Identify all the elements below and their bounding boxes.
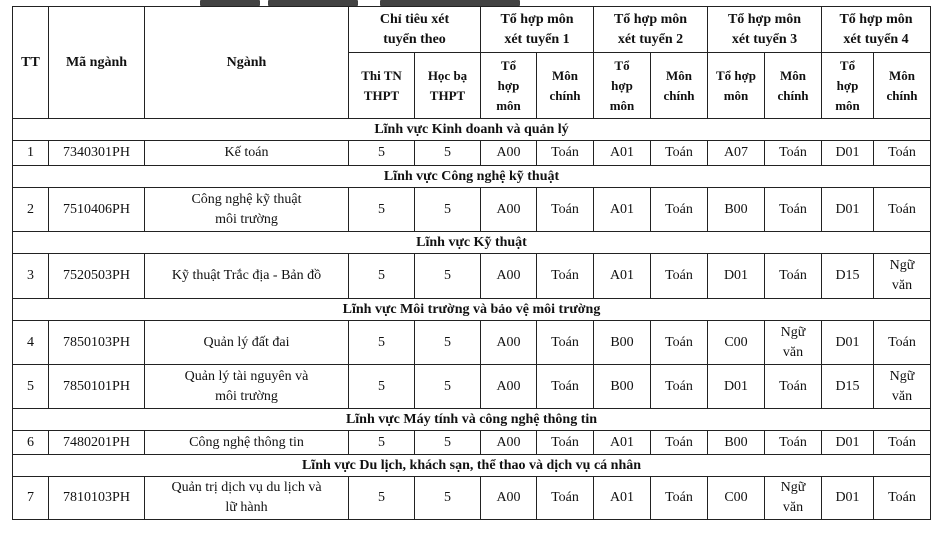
program-name: Quản trị dịch vụ du lịch và lữ hành: [145, 477, 349, 520]
header-th1-mon-chinh: Môn chính: [537, 53, 594, 119]
main-subject-3: Ngữ văn: [765, 477, 822, 520]
main-subject-1: Toán: [537, 431, 594, 455]
main-subject-2: Toán: [651, 477, 708, 520]
main-subject-1: Toán: [537, 254, 594, 299]
header-th1-to-hop: Tổ hợp môn: [481, 53, 537, 119]
combo-code-4: D01: [822, 141, 874, 166]
combo-code-3: B00: [708, 188, 765, 232]
program-name: Quản lý đất đai: [145, 321, 349, 365]
quota-thpt: 5: [349, 477, 415, 520]
header-chi-tieu: Chỉ tiêu xét tuyển theo: [349, 7, 481, 53]
combo-code-2: A01: [594, 188, 651, 232]
quota-thpt: 5: [349, 254, 415, 299]
main-subject-2: Toán: [651, 321, 708, 365]
row-number: 6: [13, 431, 49, 455]
table-row: [13, 477, 931, 520]
combo-code-1: A00: [481, 365, 537, 409]
combo-code-3: D01: [708, 365, 765, 409]
header-th2-mon-chinh: Môn chính: [651, 53, 708, 119]
main-subject-1: Toán: [537, 477, 594, 520]
main-subject-4: Toán: [874, 141, 931, 166]
table-row: [13, 321, 931, 365]
program-name: Kế toán: [145, 141, 349, 166]
header-hoc-ba-thpt: Học bạ THPT: [415, 53, 481, 119]
program-code: 7340301PH: [49, 141, 145, 166]
program-name: Công nghệ thông tin: [145, 431, 349, 455]
program-code: 7480201PH: [49, 431, 145, 455]
program-code: 7510406PH: [49, 188, 145, 232]
main-subject-2: Toán: [651, 141, 708, 166]
main-subject-4: Ngữ văn: [874, 365, 931, 409]
quota-hoc-ba: 5: [415, 431, 481, 455]
combo-code-1: A00: [481, 141, 537, 166]
sector-heading: Lĩnh vực Môi trường và bảo vệ môi trường: [13, 299, 931, 321]
combo-code-4: D01: [822, 188, 874, 232]
combo-code-1: A00: [481, 254, 537, 299]
main-subject-3: Toán: [765, 141, 822, 166]
combo-code-1: A00: [481, 431, 537, 455]
row-number: 7: [13, 477, 49, 520]
program-code: 7520503PH: [49, 254, 145, 299]
quota-thpt: 5: [349, 188, 415, 232]
main-subject-1: Toán: [537, 365, 594, 409]
main-subject-4: Ngữ văn: [874, 254, 931, 299]
main-subject-4: Toán: [874, 188, 931, 232]
main-subject-3: Toán: [765, 365, 822, 409]
main-subject-2: Toán: [651, 365, 708, 409]
row-number: 3: [13, 254, 49, 299]
table-row: [13, 188, 931, 232]
header-th3-to-hop: Tổ hợp môn: [708, 53, 765, 119]
quota-hoc-ba: 5: [415, 254, 481, 299]
program-code: 7850103PH: [49, 321, 145, 365]
combo-code-4: D01: [822, 431, 874, 455]
sector-heading: Lĩnh vực Du lịch, khách sạn, thể thao và dịch vụ cá nhân: [13, 455, 931, 477]
quota-thpt: 5: [349, 431, 415, 455]
program-name: Kỹ thuật Trắc địa - Bản đồ: [145, 254, 349, 299]
program-name: Công nghệ kỹ thuật môi trường: [145, 188, 349, 232]
main-subject-4: Toán: [874, 477, 931, 520]
header-tt: TT: [13, 7, 49, 119]
header-to-hop-3: Tổ hợp môn xét tuyển 3: [708, 7, 822, 53]
row-number: 1: [13, 141, 49, 166]
quota-thpt: 5: [349, 365, 415, 409]
main-subject-3: Toán: [765, 254, 822, 299]
combo-code-2: B00: [594, 321, 651, 365]
header-ma-nganh: Mã ngành: [49, 7, 145, 119]
row-number: 5: [13, 365, 49, 409]
header-th2-to-hop: Tổ hợp môn: [594, 53, 651, 119]
main-subject-3: Ngữ văn: [765, 321, 822, 365]
main-subject-1: Toán: [537, 141, 594, 166]
header-th4-mon-chinh: Môn chính: [874, 53, 931, 119]
combo-code-2: A01: [594, 141, 651, 166]
main-subject-3: Toán: [765, 188, 822, 232]
combo-code-1: A00: [481, 188, 537, 232]
sector-heading: Lĩnh vực Kinh doanh và quản lý: [13, 119, 931, 141]
combo-code-2: A01: [594, 477, 651, 520]
combo-code-3: D01: [708, 254, 765, 299]
program-code: 7850101PH: [49, 365, 145, 409]
combo-code-3: C00: [708, 477, 765, 520]
table-row: [13, 431, 931, 455]
header-to-hop-1: Tổ hợp môn xét tuyển 1: [481, 7, 594, 53]
row-number: 2: [13, 188, 49, 232]
combo-code-1: A00: [481, 477, 537, 520]
sector-heading: Lĩnh vực Máy tính và công nghệ thông tin: [13, 409, 931, 431]
combo-code-4: D01: [822, 477, 874, 520]
main-subject-2: Toán: [651, 254, 708, 299]
combo-code-4: D15: [822, 254, 874, 299]
combo-code-2: A01: [594, 431, 651, 455]
sector-heading: Lĩnh vực Kỹ thuật: [13, 232, 931, 254]
combo-code-4: D01: [822, 321, 874, 365]
quota-thpt: 5: [349, 141, 415, 166]
main-subject-1: Toán: [537, 188, 594, 232]
quota-hoc-ba: 5: [415, 141, 481, 166]
main-subject-4: Toán: [874, 431, 931, 455]
combo-code-2: A01: [594, 254, 651, 299]
sector-heading: Lĩnh vực Công nghệ kỹ thuật: [13, 166, 931, 188]
combo-code-3: A07: [708, 141, 765, 166]
quota-hoc-ba: 5: [415, 321, 481, 365]
main-subject-1: Toán: [537, 321, 594, 365]
combo-code-3: B00: [708, 431, 765, 455]
main-subject-2: Toán: [651, 188, 708, 232]
main-subject-2: Toán: [651, 431, 708, 455]
header-to-hop-2: Tổ hợp môn xét tuyển 2: [594, 7, 708, 53]
quota-hoc-ba: 5: [415, 188, 481, 232]
program-name: Quản lý tài nguyên và môi trường: [145, 365, 349, 409]
quota-hoc-ba: 5: [415, 477, 481, 520]
main-subject-3: Toán: [765, 431, 822, 455]
admission-table: [12, 6, 931, 520]
combo-code-2: B00: [594, 365, 651, 409]
table-row: [13, 141, 931, 166]
table-row: [13, 254, 931, 299]
program-code: 7810103PH: [49, 477, 145, 520]
quota-hoc-ba: 5: [415, 365, 481, 409]
header-th4-to-hop: Tổ hợp môn: [822, 53, 874, 119]
combo-code-3: C00: [708, 321, 765, 365]
row-number: 4: [13, 321, 49, 365]
combo-code-1: A00: [481, 321, 537, 365]
quota-thpt: 5: [349, 321, 415, 365]
header-thi-tn-thpt: Thi TN THPT: [349, 53, 415, 119]
combo-code-4: D15: [822, 365, 874, 409]
header-nganh: Ngành: [145, 7, 349, 119]
header-th3-mon-chinh: Môn chính: [765, 53, 822, 119]
header-to-hop-4: Tổ hợp môn xét tuyển 4: [822, 7, 931, 53]
main-subject-4: Toán: [874, 321, 931, 365]
table-row: [13, 365, 931, 409]
